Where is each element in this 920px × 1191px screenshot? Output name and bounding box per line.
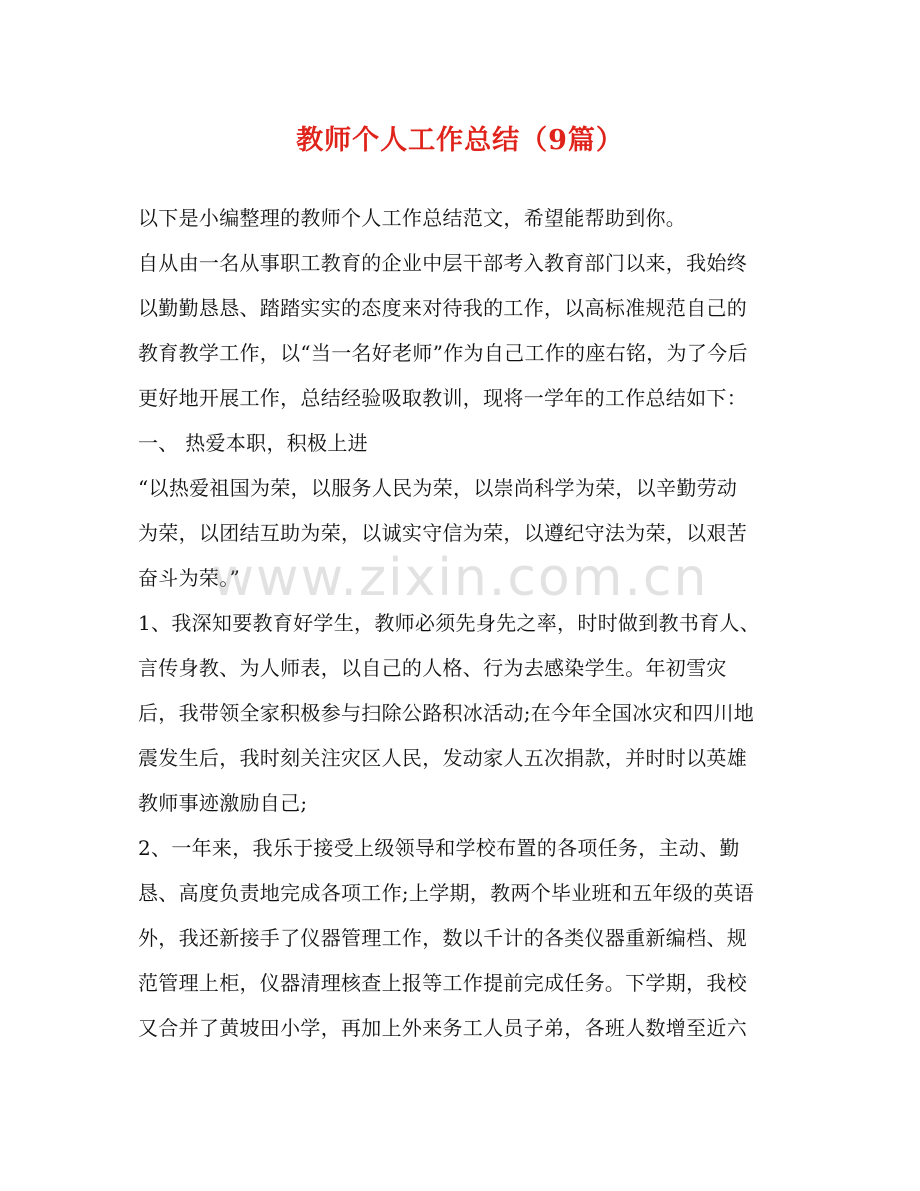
text-line: 奋斗为荣。” <box>138 566 241 590</box>
text-line: 后，我带领全家积极参与扫除公路积冰活动;在今年全国冰灾和四川地 <box>138 701 755 725</box>
text-line: 恳、高度负责地完成各项工作;上学期，教两个毕业班和五年级的英语 <box>138 881 755 905</box>
text-line: 言传身教、为人师表，以自己的人格、行为去感染学生。年初雪灾 <box>138 656 727 680</box>
text-line: 教师事迹激励自己; <box>138 791 308 815</box>
text-line: 为荣，以团结互助为荣，以诚实守信为荣，以遵纪守法为荣，以艰苦 <box>138 521 747 545</box>
text-line: 自从由一名从事职工教育的企业中层干部考入教育部门以来，我始终 <box>138 251 747 275</box>
section-heading: 一、 热爱本职，积极上进 <box>138 431 368 455</box>
text-line: 外，我还新接手了仪器管理工作，数以千计的各类仪器重新编档、规 <box>138 926 747 950</box>
watermark: www.zixin.com.cn <box>211 548 709 608</box>
text-line: 震发生后，我时刻关注灾区人民，发动家人五次捐款，并时时以英雄 <box>138 746 747 770</box>
document-title: 教师个人工作总结（9篇） <box>296 125 624 156</box>
document-body <box>138 196 798 1051</box>
text-line: 更好地开展工作，总结经验吸取教训，现将一学年的工作总结如下： <box>138 386 747 410</box>
text-line: 2、一年来，我乐于接受上级领导和学校布置的各项任务，主动、勤 <box>138 836 740 860</box>
text-line: 范管理上柜，仪器清理核查上报等工作提前完成任务。下学期，我校 <box>138 971 747 995</box>
text-line: 教育教学工作，以“当一名好老师”作为自己工作的座右铭，为了今后 <box>138 341 748 365</box>
text-line: “以热爱祖国为荣，以服务人民为荣，以崇尚科学为荣，以辛勤劳动 <box>138 476 738 500</box>
text-line: 1、我深知要教育好学生，教师必须先身先之率，时时做到教书育人、 <box>138 611 761 635</box>
text-line: 又合并了黄坡田小学，再加上外来务工人员子弟，各班人数增至近六 <box>138 1016 747 1040</box>
text-line: 以下是小编整理的教师个人工作总结范文，希望能帮助到你。 <box>138 206 687 230</box>
text-line: 以勤勤恳恳、踏踏实实的态度来对待我的工作，以高标准规范自己的 <box>138 296 747 320</box>
